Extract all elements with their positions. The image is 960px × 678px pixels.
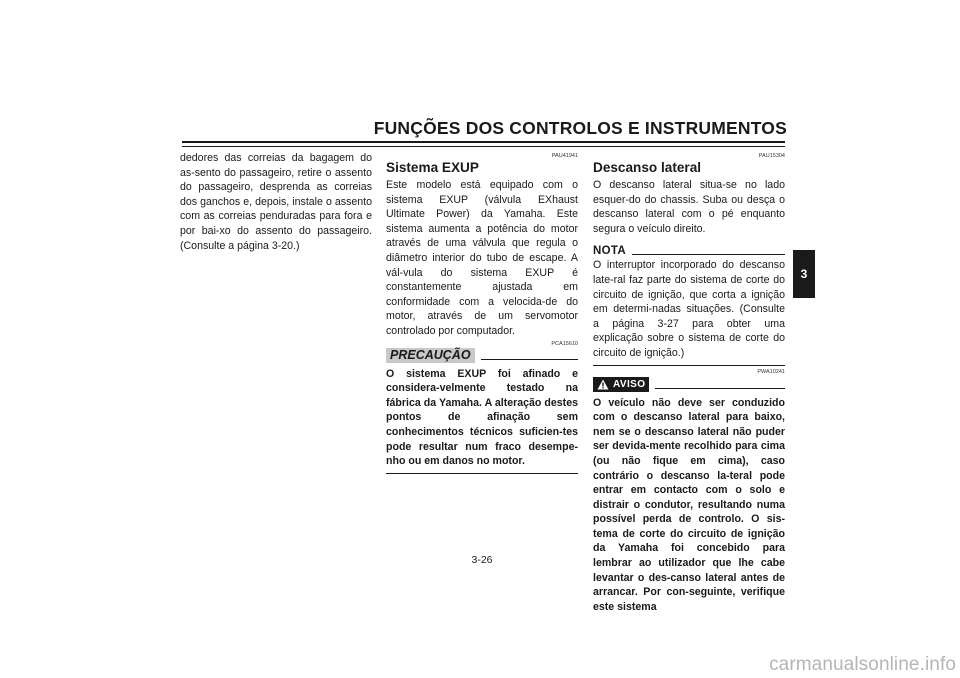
warning-rule [655,388,785,389]
page-header-title: FUNÇÕES DOS CONTROLOS E INSTRUMENTOS [373,118,787,138]
section-heading-exup: Sistema EXUP [386,160,479,175]
warning-label-box [593,377,649,392]
page-number: 3-26 [471,554,493,566]
warning-text: O veículo não deve ser conduzido com o descanso lateral para baixo, nem se o descanso lateral não puder ser devida-mente recolhido para cima (ou não fique em cima), caso contrário o descanso la-teral pode entrar em contacto com o solo e distrair o condutor, resultando numa possível perda de controlo. O sis-tema de corte do circuito de ignição da Yamaha foi concebido para lembrar ao utilizador que lhe cabe levantar o des-canso lateral antes de arrancar. Por con-seguinte, verifique este sistema [593,396,785,613]
exup-body: Este modelo está equipado com o sistema EXUP (válvula EXhaust Ultimate Power) da Yamaha. Este sistema aumenta a potência do motor através de uma válvula que regula o diâmetro interior do tubo de escape. A vál-vula do sistema EXUP é constantemente ajustada em conformidade com a velocida-de do motor, através de um servomotor controlado por computador. [386,179,578,337]
watermark: carmanualsonline.info [769,654,956,675]
column-1 [180,151,372,253]
nota-header [593,244,785,258]
header-rule-thick [182,141,785,143]
nota-text: O interruptor incorporado do descanso late-ral faz parte do sistema de corte do circuito de ignição, que corta a ignição em determi-nadas situações. (Consulte a página 3-27 para obter uma explicação sobre o sistema de corte do circuito de ignição.) [593,259,785,359]
column-3 [593,151,785,614]
caution-code: PCA15610 [551,340,578,347]
caution-end-rule [386,473,578,474]
warning-code: PWA10241 [757,368,785,375]
chapter-tab: 3 [793,250,815,298]
nota-end-rule [593,365,785,366]
section-heading-side-stand: Descanso lateral [593,160,702,175]
caution-text: O sistema EXUP foi afinado e considera-velmente testado na fábrica da Yamaha. A alteração destes pontos de afinação sem conhecimentos técnicos suficien-tes pode resultar num fraco desempe-nho ou em danos no motor. [386,367,578,468]
caution-header [386,348,578,363]
warning-label: AVISO [613,378,646,390]
nota-label: NOTA [593,245,626,258]
warning-triangle-icon [597,379,609,390]
section-code: PAU41941 [551,153,578,159]
caution-rule [481,359,578,360]
section-code: PAU15304 [758,153,785,159]
header-rule-thin [182,146,785,147]
nota-rule [632,254,785,255]
column-1-text: dedores das correias da bagagem do as-sento do passageiro, retire o assento do passageiro, desprenda as correias dos ganchos e, depois, instale o assento com as correias penduradas para fora e por bai-xo do assento do passageiro. (Consulte a página 3-20.) [180,152,372,252]
column-2 [386,151,578,474]
warning-header [593,377,785,392]
caution-label: PRECAUÇÃO [386,348,475,363]
side-stand-body: O descanso lateral situa-se no lado esquer-do do chassis. Suba ou desça o descanso lateral com o pé enquanto segura o veículo direito. [593,179,785,235]
